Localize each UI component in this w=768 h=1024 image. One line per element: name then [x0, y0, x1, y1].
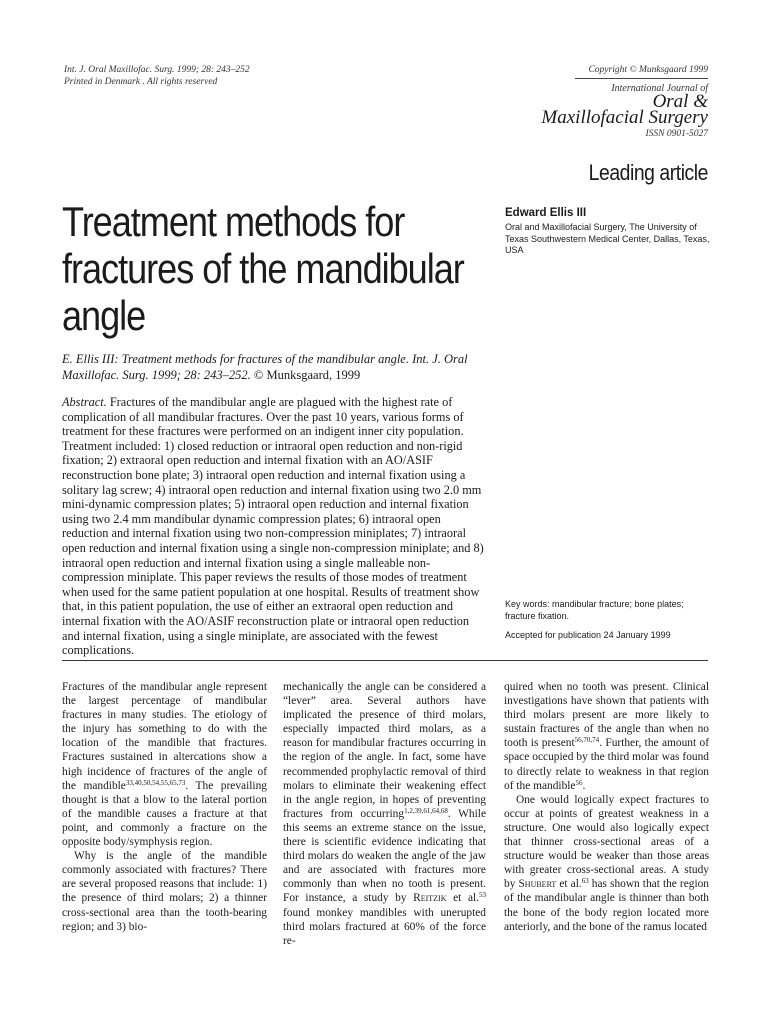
reference-superscript: 63 — [581, 877, 589, 886]
abstract-text: Fractures of the mandibular angle are plagued with the highest rate of complication of all mandibular fractures. Over the past 10 years, various forms of treatment for these fractures were performed on an indigent inner city population. Treatment included: 1) closed reduction or intraoral open reduction and non-rigid fixation; 2) extraoral open reduction and internal fixation with an AO/ASIF reconstruction bone plate; 3) intraoral open reduction and internal fixation using a solitary lag screw; 4) intraoral open reduction and internal fixation using two 2.0 mm mini-dynamic compression plates; 5) intraoral open reduction and internal fixation using two 2.4 mm mandibular dynamic compression plates; 6) intraoral open reduction and internal fixation using two non-compression miniplates; 7) intraoral open reduction and internal fixation using a single non-compression miniplate; and 8) intraoral open reduction and internal fixation using a single malleable non-compression miniplate. This paper reviews the results of those modes of treatment when used for the same patient population at one hospital. Results of treatment show that, in this patient population, the use of either an extraoral open reduction and internal fixation with the AO/ASIF reconstruction plate or intraoral open reduction and internal fixation, using a single miniplate, are associated with the fewest complications. — [62, 395, 484, 658]
reference-superscript: 1,2,39,61,64,68 — [404, 806, 448, 815]
body-column-3 — [504, 680, 709, 934]
reference-superscript: 56 — [575, 778, 583, 787]
reference-superscript: 56,70,74 — [574, 736, 600, 745]
body-paragraph: One would logically expect fractures to occur at points of greatest weakness in a structure. One would also logically expect that thinner cross-sectional areas of a structure would be weaker than those areas with greater cross-sectional areas. A study by Shubert et al.$^{63}$ has shown that the region of the mandibular angle is thinner than both the bone of the body region located more anteriorly, and the bone of the ramus located — [504, 793, 710, 933]
journal-logo-international: International Journal of — [611, 83, 708, 94]
body-column-2 — [283, 680, 486, 948]
article-title: Treatment methods for fractures of the mandibular angle — [62, 198, 464, 339]
journal-logo-maxillofacial: Maxillofacial Surgery — [541, 107, 708, 128]
section-label: Leading article — [588, 160, 708, 185]
body-paragraph: mechanically the angle can be considered a “lever” area. Several authors have implicated the presence of third molars, especially impacted third molars, as a reason for mandibular fractures occurring in the region of the angle. In fact, some have recommended prophylactic removal of third molars to eliminate their weakening effect in the angle region, in hopes of preventing fractures from occurring$^{1,2,39,61,64,68}$. While this seems an extreme stance on the issue, there is scientific evidence indicating that third molars do weaken the angle of the jaw and are associated with fractures more commonly than when no tooth is present. For instance, a study by Reitzik et al.$^{53}$ found monkey mandibles with unerupted third molars fractured at 60% of the force re- — [283, 681, 487, 947]
cited-author: Reitzik — [413, 892, 447, 905]
citation-copyright: © Munksgaard, 1999 — [253, 367, 361, 382]
printed-rights-line: Printed in Denmark . All rights reserved — [64, 77, 218, 87]
author-name: Edward Ellis III — [505, 207, 587, 219]
reference-superscript: 33,40,50,54,55,65,73 — [125, 778, 186, 787]
journal-citation-line: Int. J. Oral Maxillofac. Surg. 1999; 28: 243–252 — [64, 65, 250, 75]
journal-logo-oral: Oral & — [652, 91, 708, 112]
accepted-date: Accepted for publication 24 January 1999 — [505, 630, 671, 640]
header-divider — [575, 78, 708, 79]
reference-superscript: 53 — [479, 891, 487, 900]
journal-citation-header — [64, 64, 250, 88]
body-paragraph: quired when no tooth was present. Clinical investigations have shown that patients with third molars present are more likely to sustain fractures of the angle than when no tooth is present$^{56,70,74}$. Further, the amount of space occupied by the third molar was found to directly relate to weakness in that region of the mandible$^{56}$. — [504, 681, 709, 792]
copyright-line: Copyright © Munksgaard 1999 — [588, 65, 708, 75]
abstract — [62, 395, 484, 658]
keywords: Key words: mandibular fracture; bone plates; fracture fixation. — [505, 599, 684, 621]
cited-author: Shubert — [518, 878, 557, 891]
body-column-1 — [62, 680, 267, 934]
body-paragraph: Why is the angle of the mandible commonly associated with fractures? There are several proposed reasons that include: 1) the presence of third molars; 2) a thinner cross-sectional area than the tooth-bearing region; and 3) bio- — [62, 850, 267, 933]
section-divider — [62, 660, 708, 661]
abstract-label: Abstract. — [62, 395, 107, 409]
article-citation — [62, 352, 482, 383]
author-affiliation: Oral and Maxillofacial Surgery, The University of Texas Southwestern Medical Center, Dallas, Texas, USA — [505, 222, 710, 255]
body-paragraph: Fractures of the mandibular angle represent the largest percentage of mandibular fractures in many studies. The etiology of the injury has something to do with the location of the mandible that fractures. Fractures sustained in altercations show a high incidence of fractures of the angle of the mandible$^{33,40,50,54,55,65,73}$. The prevailing thought is that a blow to the lateral portion of the mandible causes a fracture at that point, and commonly a fracture on the opposite body/symphysis region. — [62, 681, 267, 849]
citation-text: E. Ellis III: Treatment methods for fractures of the mandibular angle. Int. J. Oral Maxillofac. Surg. 1999; 28: 243–252. — [62, 352, 468, 382]
issn-line: ISSN 0901-5027 — [645, 129, 708, 139]
